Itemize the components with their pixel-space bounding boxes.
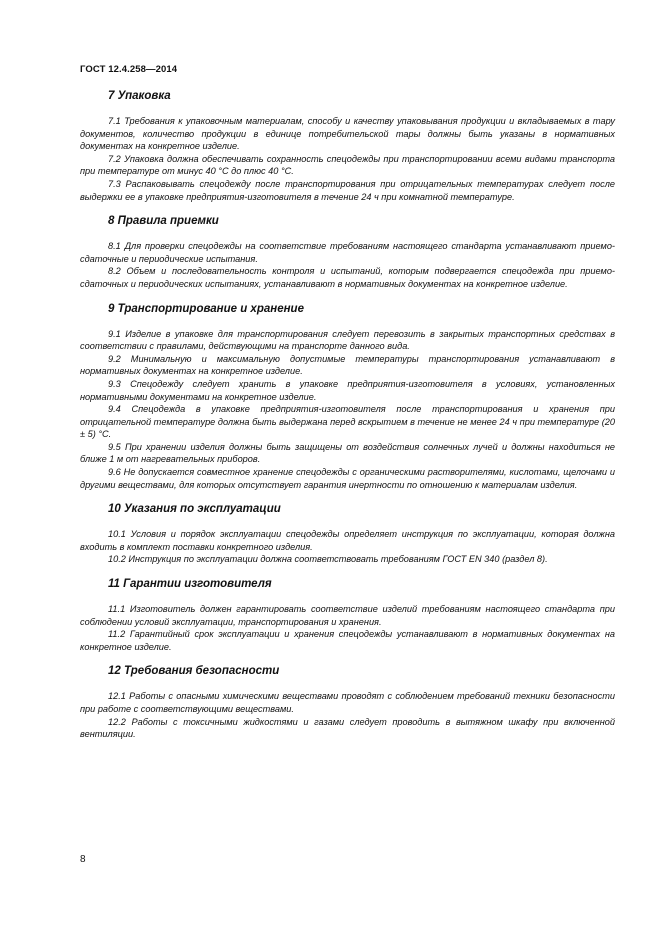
paragraph: 9.3 Спецодежду следует хранить в упаковке предприятия-изготовителя в условиях, установленных нормативными документами на конкретное изделие. <box>80 378 615 402</box>
paragraph: 12.2 Работы с токсичными жидкостями и газами следует проводить в вытяжном шкафу при включенной вентиляции. <box>80 716 615 740</box>
paragraph: 7.2 Упаковка должна обеспечивать сохранность спецодежды при транспортировании всеми видами транспорта при температуре от минус 40 °С до плюс 40 °С. <box>80 153 615 177</box>
paragraph: 11.2 Гарантийный срок эксплуатации и хранения спецодежды устанавливают в нормативных документах на конкретное изделие. <box>80 629 615 652</box>
section-warranty <box>80 578 615 653</box>
paragraph: 7.1 Требования к упаковочным материалам, способу и качеству упаковывания продукции и вкладываемых в тару документов, количество продукции в единице потребительской тары должны быть указаны в нормативных документах на конкретное изделие. <box>80 116 615 152</box>
section-safety <box>80 665 615 740</box>
section-title: 10 Указания по эксплуатации <box>108 503 281 516</box>
section-title: 12 Требования безопасности <box>108 665 280 678</box>
paragraph: 12.1 Работы с опасными химическими веществами проводят с соблюдением требований техники безопасности при работе с соответствующими веществами. <box>80 691 615 714</box>
paragraph: 7.3 Распаковывать спецодежду после транспортирования при отрицательных температурах следует после выдержки ее в упаковке предприятия-изготовителя в течение 24 ч при комнатной температуре. <box>80 178 615 202</box>
standard-header: ГОСТ 12.4.258—2014 <box>80 64 178 75</box>
paragraph: 9.4 Спецодежда в упаковке предприятия-изготовителя после транспортирования и хранения при отрицательной температуре должна быть выдержана перед вскрытием в течение не менее 24 ч при температуре (20 ± 5) °С. <box>80 404 615 440</box>
section-acceptance-rules <box>80 215 615 290</box>
paragraph: 9.2 Минимальную и максимальную допустимые температуры транспортирования устанавливают в нормативных документах на конкретное изделие. <box>80 353 615 377</box>
paragraph: 9.1 Изделие в упаковке для транспортирования следует перевозить в закрытых транспортных средствах в соответствии с правилами, действующими на транспорте данного вида. <box>80 328 615 352</box>
paragraph: 10.2 Инструкция по эксплуатации должна соответствовать требованиям ГОСТ EN 340 (раздел 8). <box>108 554 548 565</box>
section-title: 9 Транспортирование и хранение <box>108 302 304 315</box>
paragraph: 10.1 Условия и порядок эксплуатации спецодежды определяет инструкция по эксплуатации, которая должна входить в комплект поставки конкретного изделия. <box>80 529 615 552</box>
document-body <box>80 82 615 753</box>
section-title: 7 Упаковка <box>108 90 171 102</box>
section-operation <box>80 503 615 566</box>
paragraph: 8.2 Объем и последовательность контроля и испытаний, которым подвергается спецодежда при приемо-сдаточных и периодических испытаниях, устанавливают в нормативных документах на конкретное изделие. <box>80 266 615 289</box>
section-transport-storage <box>80 303 615 492</box>
paragraph: 9.6 Не допускается совместное хранение спецодежды с органическими растворителями, кислотами, щелочами и другими веществами, для которых отсутствует гарантия инертности по отношению к материалам изделия. <box>80 467 615 490</box>
section-title: 8 Правила приемки <box>108 215 219 228</box>
page-number: 8 <box>80 854 86 865</box>
section-title: 11 Гарантии изготовителя <box>108 578 272 591</box>
paragraph: 11.1 Изготовитель должен гарантировать соответствие изделий требованиям настоящего стандарта при соблюдении условий эксплуатации, транспортирования и хранения. <box>80 604 615 627</box>
paragraph: 9.5 При хранении изделия должны быть защищены от воздействия солнечных лучей и должны находиться не ближе 1 м от нагревательных приборов. <box>80 441 615 465</box>
paragraph: 8.1 Для проверки спецодежды на соответствие требованиям настоящего стандарта устанавливают приемо-сдаточные и периодические испытания. <box>80 241 615 264</box>
section-packaging <box>80 90 615 203</box>
